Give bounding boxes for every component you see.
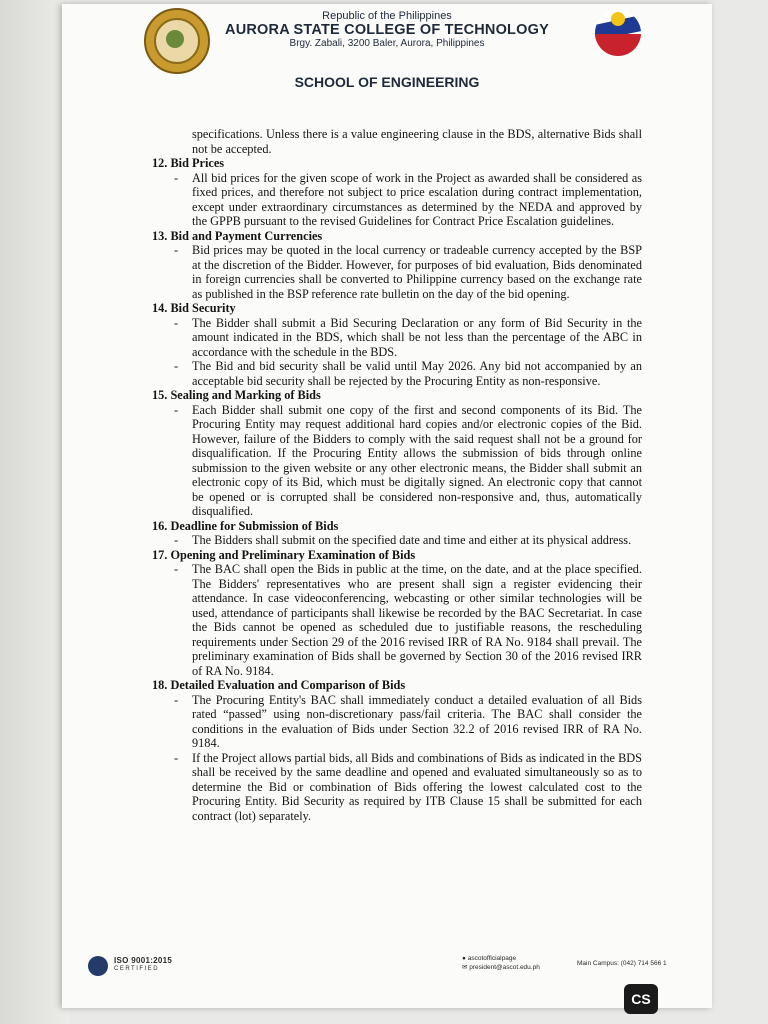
- section-bullet: [152, 359, 642, 388]
- section-bullet: [152, 403, 642, 519]
- bullet-dash: -: [174, 533, 179, 547]
- bullet-dash: -: [174, 315, 179, 330]
- bullet-text: The BAC shall open the Bids in public at the time, on the date, and at the place specified. The Bidders' representatives who are present shall sign a register evidencing their attendance. In case videoconferencing, webcasting or other similar technologies will be used, attendance of participants shall likewise be recorded by the BAC Secretariat. In case the Bids cannot be opened as scheduled due to justifiable reasons, the rescheduling requirements under Section 29 of the 2016 revised IRR of RA No. 9184 shall prevail. The preliminary examination of Bids shall be governed by Section 30 of the 2016 revised IRR of RA No. 9184.: [192, 562, 642, 678]
- section-title: 13. Bid and Payment Currencies: [152, 228, 323, 243]
- bullet-text: The Bidders shall submit on the specified date and time and either at its physical address.: [192, 533, 632, 547]
- section-title: 16. Deadline for Submission of Bids: [152, 518, 339, 533]
- document-body: [152, 127, 642, 823]
- bullet-text: Each Bidder shall submit one copy of the first and second components of its Bid. The Procuring Entity may request additional hard copies and/or electronic copies of the Bid. However, failure of the Bidders to comply with the said request shall not be a ground for disqualification. If the Procuring Entity allows the submission of bids through online submission to the given website or any other electronic means, the Bidder shall submit an electronic copy of its Bid, which must be digitally signed. An electronic copy that cannot be opened or is corrupted shall be considered non-responsive and, thus, automatically disqualified.: [192, 402, 642, 518]
- section-title: 18. Detailed Evaluation and Comparison of Bids: [152, 678, 406, 692]
- bullet-text: The Procuring Entity's BAC shall immediately conduct a detailed evaluation of all Bids rated “passed” using non-discretionary pass/fail criteria. The BAC shall consider the conditions in the evaluation of Bids under Section 32.2 of 2016 revised IRR of RA No. 9184.: [192, 692, 642, 750]
- section-bullet: [152, 316, 642, 360]
- intro-paragraph: specifications. Unless there is a value engineering clause in the BDS, alternative Bids shall not be accepted.: [192, 127, 642, 156]
- bullet-dash: -: [174, 402, 179, 417]
- camscanner-badge: CS: [624, 984, 658, 1014]
- section-bullet: [152, 243, 642, 301]
- page-footer: [62, 948, 712, 988]
- main-campus-phone: Main Campus: (042) 714 566 1: [577, 960, 667, 967]
- institution-name: AURORA STATE COLLEGE OF TECHNOLOGY: [225, 22, 549, 38]
- institution-address: Brgy. Zabali, 3200 Baler, Aurora, Philippines: [289, 38, 485, 49]
- footer-contacts: [462, 954, 540, 972]
- section-bullet: [152, 171, 642, 229]
- bullet-text: All bid prices for the given scope of work in the Project as awarded shall be considered as fixed prices, and therefore not subject to price escalation during contract implementation, except under extraordinary circumstances as determined by the NEDA and approved by the GPPB pursuant to the revised Guidelines for Contract Price Escalation guidelines.: [192, 170, 642, 228]
- bullet-dash: -: [174, 692, 179, 707]
- social-page: ascotofficialpage: [467, 955, 517, 962]
- bullet-text: The Bidder shall submit a Bid Securing Declaration or any form of Bid Security in the amount indicated in the BDS, which shall be not less than the percentage of the ABC in accordance with the schedule in the BDS.: [192, 315, 642, 359]
- section-title: 14. Bid Security: [152, 301, 236, 315]
- iso-sub-label: CERTIFIED: [114, 966, 160, 972]
- bullet-text: Bid prices may be quoted in the local currency or tradeable currency accepted by the BSP at the discretion of the Bidder. However, for purposes of bid evaluation, Bids denominated in foreign currencies shall be converted to Philippine currency based on the exchange rate as published in the BSP reference rate bulletin on the day of the bid opening.: [192, 243, 642, 301]
- facebook-icon: ●: [462, 955, 466, 962]
- page-shadow: [0, 0, 70, 1024]
- bullet-dash: -: [174, 750, 179, 765]
- school-name: SCHOOL OF ENGINEERING: [294, 74, 480, 90]
- bullet-dash: -: [174, 359, 179, 373]
- email-icon: ✉: [462, 964, 468, 971]
- bullet-dash: -: [174, 170, 179, 185]
- section-bullet: [152, 693, 642, 751]
- bullet-dash: -: [174, 562, 179, 576]
- section-title: 17. Opening and Preliminary Examination of Bids: [152, 547, 416, 562]
- email-address: president@ascot.edu.ph: [469, 964, 540, 971]
- section-bullet: [152, 562, 642, 678]
- iso-label: ISO 9001:2015: [114, 956, 173, 965]
- iso-certification-icon: [88, 956, 108, 976]
- section-title: 12. Bid Prices: [152, 156, 225, 170]
- section-bullet: [152, 533, 642, 548]
- section-title: 15. Sealing and Marking of Bids: [152, 388, 321, 402]
- bullet-text: If the Project allows partial bids, all Bids and combinations of Bids as indicated in the BDS shall be received by the same deadline and opened and evaluated simultaneously so as to determine the Bid or combination of Bids offering the lowest calculated cost to the Procuring Entity. Bid Security as required by ITB Clause 15 shall be submitted for each contract (lot) separately.: [192, 750, 642, 823]
- bullet-text: The Bid and bid security shall be valid until May 2026. Any bid not accompanied by an acceptable bid security shall be rejected by the Procuring Entity as non-responsive.: [192, 359, 642, 388]
- sections-list: [152, 156, 642, 823]
- republic-line: Republic of the Philippines: [322, 10, 452, 22]
- section-bullet: [152, 751, 642, 824]
- bullet-dash: -: [174, 243, 179, 257]
